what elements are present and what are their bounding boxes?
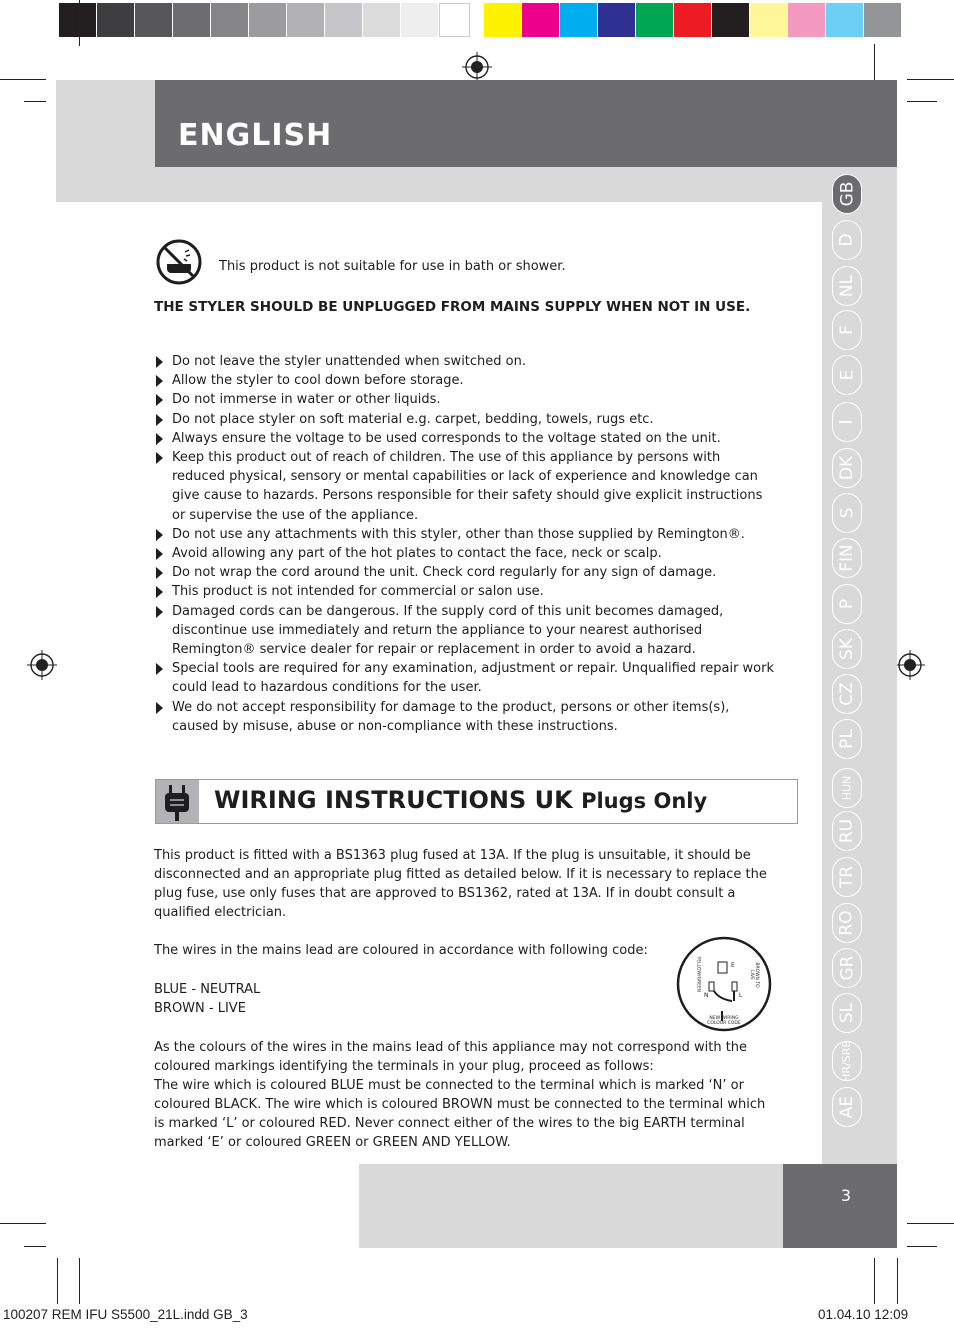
registration-mark-icon bbox=[462, 52, 492, 82]
crop-mark bbox=[24, 101, 46, 102]
safety-bullet: Damaged cords can be dangerous. If the supply cord of this unit becomes damaged, discontinue use immediately and return the appliance to your nearest authorised Remington® service dealer for repair or replacement in order to avoid a hazard. bbox=[154, 602, 774, 660]
safety-bullet: Do not use any attachments with this styler, other than those supplied by Remington®. bbox=[154, 525, 774, 544]
terminal-e-label: E bbox=[731, 962, 735, 969]
safety-bullet: Do not leave the styler unattended when switched on. bbox=[154, 352, 774, 371]
registration-mark-icon bbox=[27, 650, 57, 680]
color-swatch bbox=[522, 3, 559, 37]
color-swatch bbox=[560, 3, 597, 37]
slug-file-info: 100207 REM IFU S5500_21L.indd GB_3 bbox=[3, 1307, 248, 1322]
wiring-title bbox=[214, 786, 707, 814]
color-swatch bbox=[712, 3, 749, 37]
color-swatch bbox=[135, 3, 172, 37]
language-tab-label: CZ bbox=[837, 682, 857, 706]
wiring-paragraph-1: This product is fitted with a BS1363 plug fused at 13A. If the plug is unsuitable, it should be disconnected and an appropriate plug fitted as detailed below. If it is necessary to replace the plug fuse, use only fuses that are approved to BS1362, rated at 13A. If in doubt consult a qualified electrician. bbox=[154, 848, 767, 920]
page-number-box bbox=[783, 1164, 897, 1248]
crop-mark bbox=[79, 1258, 80, 1304]
color-swatch bbox=[59, 3, 96, 37]
crop-mark bbox=[0, 1223, 46, 1224]
safety-bullet: Avoid allowing any part of the hot plates to contact the face, neck or scalp. bbox=[154, 544, 774, 563]
language-tab-gb[interactable] bbox=[832, 174, 862, 214]
terminal-n-label: N bbox=[704, 992, 709, 999]
wire-code-blue: BLUE - NEUTRAL bbox=[154, 982, 261, 997]
language-tab-ae[interactable] bbox=[832, 1087, 862, 1127]
header-side-panel bbox=[56, 80, 155, 202]
footer-band bbox=[359, 1164, 783, 1248]
language-tab-sk[interactable] bbox=[832, 629, 862, 669]
registration-mark-icon bbox=[895, 650, 925, 680]
language-tab-s[interactable] bbox=[832, 493, 862, 533]
color-swatch bbox=[173, 3, 210, 37]
language-tab-sl[interactable] bbox=[832, 993, 862, 1033]
language-tab-label: HUN bbox=[840, 775, 853, 801]
crop-mark bbox=[907, 79, 954, 80]
page-title: ENGLISH bbox=[178, 118, 333, 153]
plug-icon bbox=[162, 783, 192, 823]
safety-bullet: Allow the styler to cool down before storage. bbox=[154, 371, 774, 390]
crop-mark bbox=[0, 79, 46, 80]
language-tab-gr[interactable] bbox=[832, 948, 862, 988]
language-tab-label: TR bbox=[836, 865, 857, 889]
language-tab-nl[interactable] bbox=[832, 266, 862, 306]
crop-mark bbox=[907, 1246, 937, 1247]
safety-bullet: Do not wrap the cord around the unit. Check cord regularly for any sign of damage. bbox=[154, 563, 774, 582]
color-swatch bbox=[750, 3, 787, 37]
safety-bullet: Do not immerse in water or other liquids. bbox=[154, 390, 774, 409]
safety-bullet: This product is not intended for commercial or salon use. bbox=[154, 582, 774, 601]
crop-mark bbox=[79, 0, 80, 46]
color-swatch bbox=[864, 3, 901, 37]
language-tab-label: RO bbox=[836, 910, 857, 936]
language-tab-f[interactable] bbox=[832, 310, 862, 350]
language-tab-hun[interactable] bbox=[832, 768, 862, 808]
language-tab-label: NL bbox=[836, 274, 857, 298]
wiring-paragraph-3b: The wire which is coloured BLUE must be connected to the terminal which is marked ‘N’ or coloured BLACK. The wire which is coloured BROWN must be connected to the terminal which is marked ‘L’ or coloured RED. Never connect either of the wires to the big EARTH terminal marked ‘E’ or coloured GREEN or GREEN AND YELLOW. bbox=[154, 1078, 766, 1150]
language-tab-label: HR/SRB bbox=[840, 1040, 854, 1082]
crop-mark bbox=[907, 1223, 954, 1224]
language-tab-tr[interactable] bbox=[832, 857, 862, 897]
language-tab-fin[interactable] bbox=[832, 538, 862, 578]
crop-mark bbox=[897, 1258, 898, 1304]
safety-bullet: Always ensure the voltage to be used corresponds to the voltage stated on the unit. bbox=[154, 429, 774, 448]
language-tab-label: GB bbox=[837, 181, 857, 207]
language-tab-d[interactable] bbox=[832, 220, 862, 260]
safety-bullet-list bbox=[154, 352, 774, 736]
color-swatch bbox=[363, 3, 400, 37]
color-swatch bbox=[287, 3, 324, 37]
language-tab-cz[interactable] bbox=[832, 674, 862, 714]
color-swatch bbox=[636, 3, 673, 37]
wiring-paragraph-2: The wires in the mains lead are coloured in accordance with following code: bbox=[154, 943, 648, 958]
language-tab-label: D bbox=[837, 233, 857, 247]
language-tab-label: RU bbox=[836, 818, 857, 844]
color-swatch bbox=[598, 3, 635, 37]
slug-timestamp: 01.04.10 12:09 bbox=[818, 1307, 909, 1322]
color-swatch bbox=[484, 3, 521, 37]
wiring-paragraph-3a: As the colours of the wires in the mains lead of this appliance may not correspond with the coloured markings identifying the terminals in your plug, proceed as follows: bbox=[154, 1040, 748, 1074]
language-tab-label: GR bbox=[837, 955, 857, 981]
safety-bullet: Do not place styler on soft material e.g. carpet, bedding, towels, rugs etc. bbox=[154, 410, 774, 429]
color-swatch bbox=[97, 3, 134, 37]
color-swatch bbox=[674, 3, 711, 37]
diagram-label-left: YELLOW/GREEN bbox=[695, 956, 701, 993]
language-tab-label: SK bbox=[836, 638, 857, 660]
language-tab-label: SL bbox=[836, 1002, 857, 1024]
language-tab-label: AE bbox=[837, 1095, 857, 1119]
crop-mark bbox=[874, 1258, 875, 1304]
language-tab-label: P bbox=[836, 598, 857, 610]
wiring-title-main: WIRING INSTRUCTIONS UK bbox=[214, 786, 582, 814]
color-swatch bbox=[788, 3, 825, 37]
language-tab-label: F bbox=[837, 325, 857, 335]
no-bath-icon bbox=[155, 238, 203, 286]
language-tab-hr-srb[interactable] bbox=[832, 1041, 862, 1081]
language-tab-i[interactable] bbox=[832, 402, 862, 442]
language-tab-label: I bbox=[836, 419, 857, 425]
language-tab-ru[interactable] bbox=[832, 811, 862, 851]
bath-notice-text: This product is not suitable for use in bath or shower. bbox=[219, 259, 566, 274]
language-tab-label: FIN bbox=[836, 544, 857, 572]
diagram-label-right: BROWN TO LIVE bbox=[749, 962, 759, 988]
safety-bullet: We do not accept responsibility for damage to the product, persons or other items(s), caused by misuse, abuse or non-compliance with these instructions. bbox=[154, 698, 774, 736]
language-tab-dk[interactable] bbox=[832, 448, 862, 488]
color-swatch bbox=[211, 3, 248, 37]
color-swatch bbox=[401, 3, 438, 37]
color-swatch bbox=[249, 3, 286, 37]
wire-code-brown: BROWN - LIVE bbox=[154, 1001, 246, 1016]
language-tab-label: S bbox=[836, 507, 857, 519]
language-tab-label: E bbox=[837, 369, 857, 381]
language-tab-label: PL bbox=[836, 729, 857, 749]
color-swatch bbox=[325, 3, 362, 37]
language-tab-ro[interactable] bbox=[832, 903, 862, 943]
crop-mark bbox=[57, 1258, 58, 1304]
warning-title: THE STYLER SHOULD BE UNPLUGGED FROM MAINS SUPPLY WHEN NOT IN USE. bbox=[154, 299, 751, 315]
header-lower-band bbox=[155, 167, 897, 202]
color-swatch bbox=[439, 3, 470, 37]
language-tab-e[interactable] bbox=[832, 355, 862, 395]
language-tab-p[interactable] bbox=[832, 584, 862, 624]
safety-bullet: Special tools are required for any examination, adjustment or repair. Unqualified repair work could lead to hazardous conditions for the user. bbox=[154, 659, 774, 697]
plug-wiring-diagram bbox=[676, 936, 772, 1032]
language-tab-pl[interactable] bbox=[832, 719, 862, 759]
language-tab-label: DK bbox=[837, 455, 857, 481]
wiring-title-sub: Plugs Only bbox=[581, 789, 708, 813]
page-number: 3 bbox=[840, 1186, 852, 1205]
terminal-l-label: L bbox=[739, 992, 743, 999]
crop-mark bbox=[24, 1246, 46, 1247]
crop-mark bbox=[874, 44, 875, 80]
crop-mark bbox=[907, 101, 937, 102]
safety-bullet: Keep this product out of reach of children. The use of this appliance by persons with reduced physical, sensory or mental capabilities or lack of experience and knowledge can give cause to hazards. Persons responsible for their safety should give explicit instructions or supervise the use of the appliance. bbox=[154, 448, 774, 525]
color-swatch bbox=[826, 3, 863, 37]
diagram-label-bottom: NEW WIRING COLOUR CODE bbox=[707, 1016, 741, 1026]
